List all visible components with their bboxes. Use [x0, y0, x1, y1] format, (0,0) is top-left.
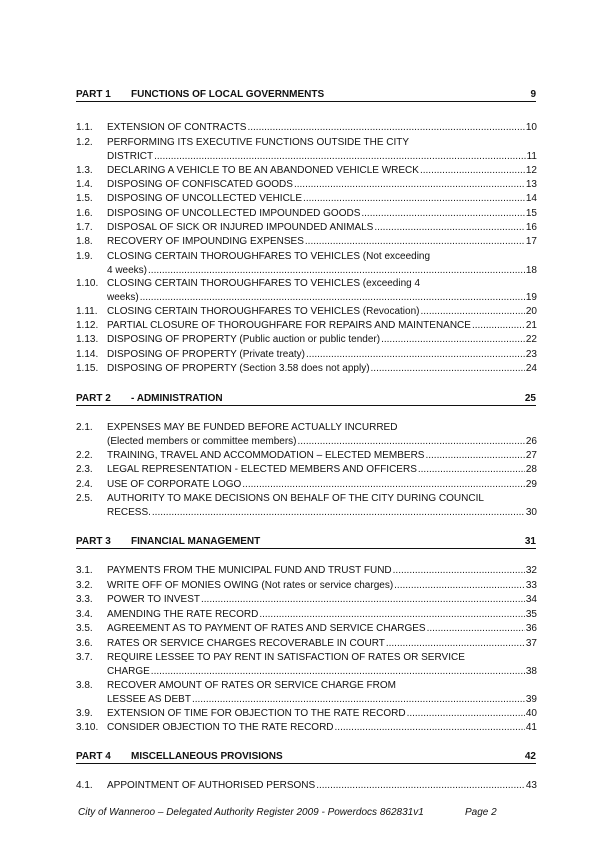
toc-entry-1-11	[76, 305, 537, 319]
entry-page: 35	[525, 609, 537, 620]
entry-title: EXTENSION OF TIME FOR OBJECTION TO THE RATE RECORD	[107, 708, 406, 719]
entry-number: 1.7.	[76, 222, 93, 233]
part-number: PART 4	[76, 751, 111, 762]
toc-entry-1-3	[76, 164, 537, 178]
entry-title-cont: RECESS.	[107, 507, 151, 518]
toc-entry-3-4	[76, 608, 537, 622]
entry-number: 1.12.	[76, 320, 99, 331]
toc-entry-1-7	[76, 221, 537, 235]
toc-entry-3-7	[76, 651, 537, 679]
entry-title: PARTIAL CLOSURE OF THOROUGHFARE FOR REPAIRS AND MAINTENANCE	[107, 320, 471, 331]
entry-number: 3.9.	[76, 708, 93, 719]
entry-number: 3.1.	[76, 565, 93, 576]
toc-entry-1-8	[76, 235, 537, 249]
entry-page: 18	[525, 265, 537, 276]
entry-title: PERFORMING ITS EXECUTIVE FUNCTIONS OUTSIDE THE CITY	[107, 137, 410, 148]
entry-number: 2.5.	[76, 493, 93, 504]
toc-entry-4-1	[76, 779, 537, 793]
toc-entry-2-3	[76, 463, 537, 477]
entry-page: 32	[525, 565, 537, 576]
entry-title: RECOVER AMOUNT OF RATES OR SERVICE CHARGE FROM	[107, 680, 396, 691]
part-heading-2	[76, 391, 536, 406]
toc-entry-1-9	[76, 250, 537, 278]
entry-number: 3.6.	[76, 638, 93, 649]
entry-page: 39	[525, 694, 537, 705]
toc-entry-3-1	[76, 564, 537, 578]
entry-number: 3.8.	[76, 680, 93, 691]
toc-entry-3-2	[76, 579, 537, 593]
entry-page: 38	[525, 666, 537, 677]
entry-page: 33	[525, 580, 537, 591]
part-page: 31	[524, 536, 536, 547]
entry-number: 1.1.	[76, 122, 93, 133]
toc-entry-1-5	[76, 192, 537, 206]
entry-page: 36	[525, 623, 537, 634]
entry-page: 26	[525, 436, 537, 447]
entry-number: 2.4.	[76, 479, 93, 490]
entry-page: 30	[525, 507, 537, 518]
toc-entry-3-9	[76, 707, 537, 721]
entry-page: 22	[525, 334, 537, 345]
toc-entry-2-4	[76, 478, 537, 492]
part-title: MISCELLANEOUS PROVISIONS	[131, 751, 283, 762]
footer-page-number: Page 2	[465, 807, 497, 818]
entry-number: 1.4.	[76, 179, 93, 190]
toc-entry-1-4	[76, 178, 537, 192]
entry-page: 21	[525, 320, 537, 331]
entry-title: CONSIDER OBJECTION TO THE RATE RECORD	[107, 722, 334, 733]
entry-page: 37	[525, 638, 537, 649]
entry-title-cont: LESSEE AS DEBT	[107, 694, 191, 705]
entry-number: 3.3.	[76, 594, 93, 605]
toc-entry-1-1	[76, 121, 537, 135]
entry-number: 1.3.	[76, 165, 93, 176]
entry-title-cont: CHARGE	[107, 666, 150, 677]
entry-title: EXTENSION OF CONTRACTS	[107, 122, 247, 133]
part-title: FUNCTIONS OF LOCAL GOVERNMENTS	[131, 89, 325, 100]
entry-page: 24	[525, 363, 537, 374]
toc-entry-1-13	[76, 333, 537, 347]
toc-entry-1-15	[76, 362, 537, 376]
entry-page: 34	[525, 594, 537, 605]
entry-page: 29	[525, 479, 537, 490]
entry-page: 43	[525, 780, 537, 791]
entry-number: 1.10.	[76, 278, 99, 289]
entry-title: POWER TO INVEST	[107, 594, 200, 605]
entry-title: CLOSING CERTAIN THOROUGHFARES TO VEHICLES (exceeding 4	[107, 278, 421, 289]
entry-number: 3.5.	[76, 623, 93, 634]
toc-entry-2-2	[76, 449, 537, 463]
entry-title: EXPENSES MAY BE FUNDED BEFORE ACTUALLY INCURRED	[107, 422, 398, 433]
entry-number: 2.3.	[76, 464, 93, 475]
footer-text: City of Wanneroo – Delegated Authority Register 2009 - Powerdocs 862831v1	[78, 807, 424, 818]
toc-entry-3-6	[76, 637, 537, 651]
part-page: 42	[524, 751, 536, 762]
entry-title: LEGAL REPRESENTATION - ELECTED MEMBERS AND OFFICERS	[107, 464, 417, 475]
entry-title: AGREEMENT AS TO PAYMENT OF RATES AND SERVICE CHARGES	[107, 623, 426, 634]
entry-title-cont: weeks)	[107, 292, 139, 303]
entry-page: 19	[525, 292, 537, 303]
entry-page: 11	[526, 151, 537, 162]
entry-number: 1.11.	[76, 306, 98, 317]
entry-number: 2.2.	[76, 450, 93, 461]
toc-entry-1-12	[76, 319, 537, 333]
toc-entry-3-8	[76, 679, 537, 707]
entry-title: AUTHORITY TO MAKE DECISIONS ON BEHALF OF THE CITY DURING COUNCIL	[107, 493, 484, 504]
entry-title: DISPOSING OF UNCOLLECTED VEHICLE	[107, 193, 303, 204]
entry-title: TRAINING, TRAVEL AND ACCOMMODATION – ELECTED MEMBERS	[107, 450, 425, 461]
entry-number: 1.5.	[76, 193, 93, 204]
toc-entry-3-3	[76, 593, 537, 607]
page-footer	[78, 807, 538, 818]
entry-title: DISPOSAL OF SICK OR INJURED IMPOUNDED ANIMALS	[107, 222, 374, 233]
toc-entry-1-10	[76, 277, 537, 305]
entry-page: 41	[525, 722, 537, 733]
part-title: - ADMINISTRATION	[131, 393, 223, 404]
entry-title-cont: (Elected members or committee members)	[107, 436, 297, 447]
entry-number: 1.2.	[76, 137, 93, 148]
part-title: FINANCIAL MANAGEMENT	[131, 536, 261, 547]
part-page: 25	[524, 393, 536, 404]
entry-title: DISPOSING OF PROPERTY (Section 3.58 does not apply)	[107, 363, 370, 374]
entry-page: 15	[525, 208, 537, 219]
part-number: PART 2	[76, 393, 111, 404]
entry-title: CLOSING CERTAIN THOROUGHFARES TO VEHICLES (Revocation)	[107, 306, 420, 317]
entry-number: 4.1.	[76, 780, 93, 791]
entry-title-cont: 4 weeks)	[107, 265, 148, 276]
entry-number: 1.15.	[76, 363, 99, 374]
entry-title: DISPOSING OF PROPERTY (Private treaty)	[107, 349, 306, 360]
entry-page: 17	[525, 236, 537, 247]
entry-page: 23	[525, 349, 537, 360]
entry-page: 40	[525, 708, 537, 719]
entry-title: RECOVERY OF IMPOUNDING EXPENSES	[107, 236, 304, 247]
entry-title: DISPOSING OF CONFISCATED GOODS	[107, 179, 293, 190]
part-number: PART 3	[76, 536, 111, 547]
part-heading-4	[76, 749, 536, 764]
entry-page: 13	[525, 179, 537, 190]
entry-title: PAYMENTS FROM THE MUNICIPAL FUND AND TRUST FUND	[107, 565, 392, 576]
part-number: PART 1	[76, 89, 111, 100]
entry-page: 14	[525, 193, 537, 204]
toc-entry-2-5	[76, 492, 537, 520]
toc-entry-1-14	[76, 348, 537, 362]
entry-title: REQUIRE LESSEE TO PAY RENT IN SATISFACTION OF RATES OR SERVICE	[107, 652, 465, 663]
entry-number: 2.1.	[76, 422, 93, 433]
entry-title: CLOSING CERTAIN THOROUGHFARES TO VEHICLES (Not exceeding	[107, 251, 431, 262]
entry-title: AMENDING THE RATE RECORD	[107, 609, 259, 620]
entry-title: APPOINTMENT OF AUTHORISED PERSONS	[107, 780, 316, 791]
entry-title: USE OF CORPORATE LOGO	[107, 479, 242, 490]
entry-page: 10	[525, 122, 537, 133]
entry-number: 1.8.	[76, 236, 93, 247]
entry-number: 1.9.	[76, 251, 93, 262]
entry-page: 28	[525, 464, 537, 475]
entry-page: 16	[525, 222, 537, 233]
toc-entry-3-10	[76, 721, 537, 735]
entry-number: 3.4.	[76, 609, 93, 620]
entry-number: 3.7.	[76, 652, 93, 663]
entry-page: 12	[525, 165, 537, 176]
entry-number: 1.13.	[76, 334, 99, 345]
toc-entry-3-5	[76, 622, 537, 636]
entry-page: 27	[525, 450, 537, 461]
toc-entry-2-1	[76, 421, 537, 449]
part-heading-1	[76, 87, 536, 102]
toc-entry-1-6	[76, 207, 537, 221]
entry-number: 1.14.	[76, 349, 99, 360]
entry-title: DECLARING A VEHICLE TO BE AN ABANDONED VEHICLE WRECK	[107, 165, 419, 176]
entry-title: DISPOSING OF PROPERTY (Public auction or public tender)	[107, 334, 381, 345]
part-page: 9	[530, 89, 536, 100]
entry-number: 3.10.	[76, 722, 99, 733]
entry-number: 1.6.	[76, 208, 93, 219]
toc-entry-1-2	[76, 136, 537, 164]
part-heading-3	[76, 534, 536, 549]
entry-page: 20	[525, 306, 537, 317]
entry-title: WRITE OFF OF MONIES OWING (Not rates or service charges)	[107, 580, 394, 591]
entry-number: 3.2.	[76, 580, 93, 591]
entry-title: DISPOSING OF UNCOLLECTED IMPOUNDED GOODS	[107, 208, 361, 219]
entry-title-cont: DISTRICT	[107, 151, 154, 162]
entry-title: RATES OR SERVICE CHARGES RECOVERABLE IN COURT	[107, 638, 385, 649]
